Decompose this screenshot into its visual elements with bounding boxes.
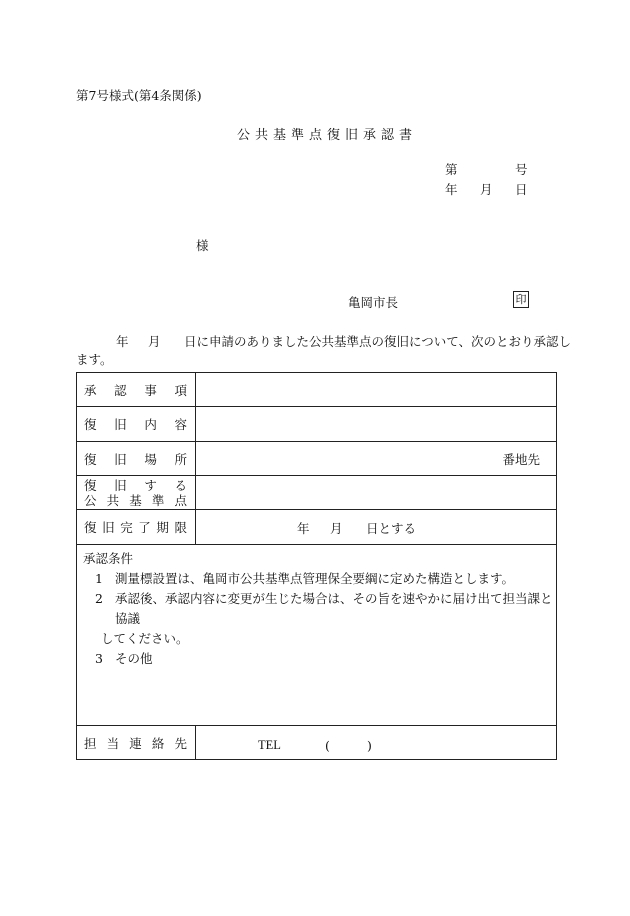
label-char: 旧 bbox=[102, 520, 115, 535]
label-char: 了 bbox=[138, 520, 151, 535]
date-month: 月 bbox=[480, 182, 493, 197]
benchmark-field[interactable] bbox=[196, 476, 557, 510]
label-char: 承 bbox=[84, 382, 97, 398]
label-char: 旧 bbox=[114, 477, 127, 493]
row-label bbox=[77, 442, 196, 476]
conditions-row bbox=[77, 545, 557, 726]
label-char: 認 bbox=[114, 382, 127, 398]
label-char: 復 bbox=[84, 477, 97, 493]
table-row bbox=[77, 442, 557, 476]
body-text-line1: 日に申請のありました公共基準点の復旧について、次のとおり承認し bbox=[184, 334, 572, 349]
condition-text-continued: してください。 bbox=[101, 631, 189, 646]
label-char: 当 bbox=[106, 735, 120, 751]
label-char: 共 bbox=[106, 492, 120, 508]
date-day: 日 bbox=[515, 182, 528, 197]
condition-number: 2 bbox=[95, 591, 103, 606]
body-month: 月 bbox=[148, 334, 161, 349]
table-row bbox=[77, 510, 557, 545]
label-char: 担 bbox=[84, 735, 97, 751]
row-label bbox=[77, 407, 196, 442]
label-char: 容 bbox=[174, 417, 187, 432]
row-label bbox=[77, 476, 196, 510]
condition-item bbox=[83, 649, 556, 669]
label-char: 基 bbox=[129, 492, 142, 508]
condition-text: その他 bbox=[115, 651, 153, 666]
conditions-title: 承認条件 bbox=[83, 551, 134, 566]
condition-number: 1 bbox=[95, 571, 103, 586]
label-char: 事 bbox=[144, 382, 157, 398]
label-char: す bbox=[144, 477, 157, 493]
condition-number: 3 bbox=[95, 651, 103, 666]
restoration-content-field[interactable] bbox=[196, 407, 557, 442]
table-row bbox=[77, 476, 557, 510]
deadline-field[interactable] bbox=[196, 510, 557, 545]
table-row bbox=[77, 407, 557, 442]
label-char: 完 bbox=[120, 520, 133, 535]
table-row bbox=[77, 726, 557, 760]
deadline-rest: 日とする bbox=[366, 521, 417, 536]
condition-item bbox=[83, 569, 556, 589]
date-year: 年 bbox=[445, 182, 458, 197]
issuer-name: 亀岡市長 bbox=[348, 295, 399, 310]
label-char: 連 bbox=[129, 735, 142, 751]
condition-text: 測量標設置は、亀岡市公共基準点管理保全要綱に定めた構造とします。 bbox=[115, 571, 515, 586]
deadline-year: 年 bbox=[297, 521, 310, 536]
row-label bbox=[77, 726, 196, 760]
conditions-cell bbox=[77, 545, 557, 726]
form-number: 第7号様式(第4条関係) bbox=[76, 88, 202, 103]
label-char: 所 bbox=[174, 451, 187, 467]
label-char: 項 bbox=[174, 382, 187, 398]
label-char: 先 bbox=[174, 735, 187, 751]
label-char: る bbox=[174, 477, 187, 493]
label-char: 復 bbox=[84, 417, 97, 432]
contact-field[interactable] bbox=[196, 726, 557, 760]
label-char: 旧 bbox=[114, 451, 127, 467]
label-char: 場 bbox=[144, 451, 157, 467]
restoration-location-field[interactable] bbox=[196, 442, 557, 476]
row-label bbox=[77, 373, 196, 407]
document-title: 公共基準点復旧承認書 bbox=[237, 128, 418, 143]
approval-table bbox=[76, 372, 557, 760]
label-char: 復 bbox=[84, 520, 97, 535]
location-suffix: 番地先 bbox=[502, 451, 540, 467]
doc-no-dai: 第 bbox=[445, 162, 458, 177]
label-char: 限 bbox=[174, 520, 187, 535]
doc-no-go: 号 bbox=[515, 162, 528, 177]
condition-item bbox=[83, 589, 556, 629]
tel-label: TEL bbox=[258, 737, 281, 752]
seal-mark: 印 bbox=[513, 291, 529, 308]
body-year: 年 bbox=[116, 334, 129, 349]
condition-text: 承認後、承認内容に変更が生じた場合は、その旨を速やかに届け出て担当課と協議 bbox=[115, 591, 553, 626]
label-char: 公 bbox=[84, 492, 97, 508]
label-char: 絡 bbox=[151, 735, 165, 751]
paren-open: ( bbox=[325, 737, 330, 753]
addressee-suffix: 様 bbox=[196, 238, 209, 253]
label-char: 準 bbox=[151, 492, 165, 508]
approval-item-field[interactable] bbox=[196, 373, 557, 407]
body-text-line2: ます。 bbox=[76, 352, 113, 367]
label-char: 内 bbox=[144, 417, 157, 432]
table-row bbox=[77, 373, 557, 407]
label-char: 点 bbox=[174, 492, 187, 508]
deadline-month: 月 bbox=[330, 521, 343, 536]
paren-close: ) bbox=[367, 737, 372, 753]
label-char: 旧 bbox=[114, 417, 127, 432]
label-char: 期 bbox=[156, 520, 169, 535]
label-char: 復 bbox=[84, 451, 97, 467]
row-label bbox=[77, 510, 196, 545]
